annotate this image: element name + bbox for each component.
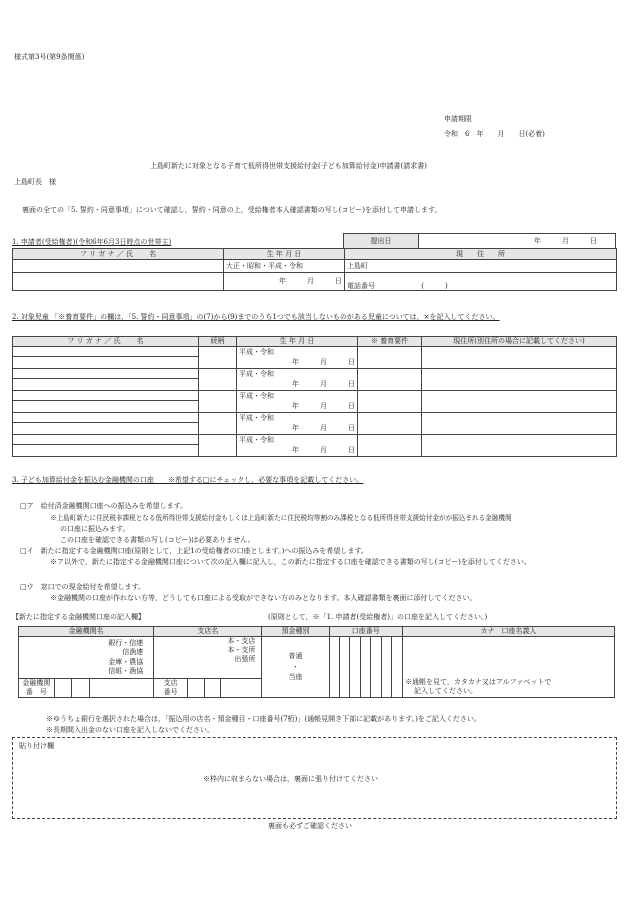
child-row — [13, 413, 617, 423]
option-u-checkbox[interactable]: □ウ 窓口での現金給付を希望します。 — [20, 583, 146, 591]
section1-heading: 1. 申請者(受給権者)(令和6年6月3日時点の世帯主) — [12, 238, 172, 246]
branch-code-digit[interactable] — [221, 679, 262, 698]
holder-note-2: 記入してください。 — [413, 686, 477, 695]
form-number: 様式第3号(第9条関係) — [14, 53, 85, 61]
account-digit[interactable] — [371, 637, 381, 698]
account-digit[interactable] — [329, 637, 339, 698]
section2-heading: 2. 対象児童 「※養育要件」の欄は，「5. 誓約・同意事項」の(7)から(9)までのうち1つでも該当しないものがある児童については，×を記入してください。 — [12, 313, 500, 321]
footer-note: 裏面も必ずご確認ください — [268, 822, 352, 830]
branch-code-digit[interactable] — [204, 679, 221, 698]
account-digit[interactable] — [392, 637, 403, 698]
bank-code-digit[interactable] — [90, 679, 154, 698]
child-relation-field[interactable] — [199, 391, 237, 413]
child-care-field[interactable] — [358, 435, 422, 457]
submit-date-table — [343, 233, 616, 249]
applicant-town[interactable]: 上島町 — [345, 260, 617, 273]
branch-code-label: 支店 番号 — [154, 679, 188, 698]
child-address-field[interactable] — [422, 391, 617, 413]
child-furigana-field[interactable] — [13, 347, 199, 357]
option-i-note: ※ア以外で，新たに指定する金融機関口座について次の記入欄に記入し，この新たに指定する口座を確認できる書類の写し(コピー)を添付してください。 — [50, 558, 531, 566]
deposit-type-header: 預金種別 — [262, 627, 329, 637]
child-name-field[interactable] — [13, 379, 199, 391]
child-furigana-field[interactable] — [13, 413, 199, 423]
submit-date-label: 提出日 — [344, 234, 419, 249]
child-dob-field[interactable]: 年 月 日 — [237, 423, 358, 435]
child-care-field[interactable] — [358, 369, 422, 391]
dormant-account-note: ※長期間入出金のない口座を記入しないでください。 — [46, 726, 214, 734]
submit-date-field[interactable]: 年 月 日 — [419, 234, 616, 249]
child-era[interactable]: 平成・令和 — [237, 369, 358, 379]
option-a-note1b: の口座に振込みます。 — [60, 525, 130, 533]
branch-code-digit[interactable] — [187, 679, 204, 698]
child-furigana-field[interactable] — [13, 391, 199, 401]
account-holder-field[interactable] — [402, 637, 614, 698]
deadline-date: 令和 6 年 月 日(必着) — [444, 130, 545, 138]
child-dob-field[interactable]: 年 月 日 — [237, 379, 358, 391]
children-care-header: ※ 養育要件 — [358, 337, 422, 347]
bank-table — [18, 626, 615, 698]
bank-section-heading: 【新たに指定する金融機関口座の記入欄】 — [12, 613, 145, 621]
branch-type-option[interactable]: 本・支所 — [227, 646, 256, 655]
account-number-header: 口座番号 — [329, 627, 402, 637]
applicant-dob-header: 生 年 月 日 — [224, 249, 345, 260]
child-dob-field[interactable]: 年 月 日 — [237, 401, 358, 413]
deadline-label: 申請期限 — [444, 115, 472, 123]
branch-type-option[interactable]: 本・支店 — [227, 637, 256, 645]
deposit-type-option[interactable]: 普通 — [288, 652, 303, 661]
bank-type-option[interactable]: 信漁連 — [122, 648, 144, 657]
applicant-name-field[interactable] — [13, 273, 224, 291]
applicant-dob-field[interactable]: 年 月 日 — [224, 273, 345, 291]
account-digit[interactable] — [381, 637, 391, 698]
deposit-type-option[interactable]: 当座 — [288, 673, 303, 682]
child-era[interactable]: 平成・令和 — [237, 413, 358, 423]
applicant-era-options[interactable]: 大正・昭和・平成・令和 — [224, 260, 345, 273]
child-care-field[interactable] — [358, 413, 422, 435]
section3-heading: 3. 子ども加算給付金を振込む金融機関の口座 ※希望する□にチェックし，必要な事項を記載してください。 — [12, 476, 364, 484]
yucho-note: ※ゆうちょ銀行を選択された場合は，「振込用の店名・預金種目・口座番号(7桁)」(通帳見開き下部に記載があります。)をご記入ください。 — [46, 715, 481, 723]
option-u-note: ※金融機関の口座が作れない方等，どうしても口座による受取ができない方のみとなります。本人確認書類を裏面に添付してください。 — [50, 594, 477, 602]
applicant-address-header: 現 住 所 — [345, 249, 617, 260]
child-row — [13, 391, 617, 401]
applicant-name-header: フ リ ガ ナ ／ 氏 名 — [13, 249, 224, 260]
child-relation-field[interactable] — [199, 413, 237, 435]
child-care-field[interactable] — [358, 391, 422, 413]
bank-type-option[interactable]: 信組・漁協 — [108, 666, 144, 675]
child-care-field[interactable] — [358, 347, 422, 369]
children-name-header: フ リ ガ ナ ／ 氏 名 — [13, 337, 199, 347]
child-row — [13, 435, 617, 445]
paste-area-label: 貼り付け欄 — [19, 742, 54, 750]
bank-code-label: 金融機関 番 号 — [19, 679, 55, 698]
page-title: 上島町新たに対象となる子育て低所得世帯支援給付金(子ども加算給付金)申請書(請求書) — [150, 162, 427, 170]
option-a-note2: この口座を確認できる書類の写し(コピー)は必要ありません。 — [60, 536, 255, 544]
intro-text: 裏面の全ての「5. 誓約・同意事項」について確認し，誓約・同意の上，受給権者本人確認書類の写し(コピー)を添付して申請します。 — [22, 206, 442, 214]
branch-name-header: 支店名 — [154, 627, 262, 637]
account-digit[interactable] — [360, 637, 370, 698]
child-dob-field[interactable]: 年 月 日 — [237, 445, 358, 457]
phone-field[interactable]: ( ) — [421, 281, 448, 290]
child-relation-field[interactable] — [199, 347, 237, 369]
paste-area-note: ※枠内に収まらない場合は，裏面に張り付けてください — [203, 775, 378, 783]
children-address-header: 現住所(別住所の場合に記載してください) — [422, 337, 617, 347]
option-i-checkbox[interactable]: □イ 新たに指定する金融機関口座(原則として，上記1の受給権者の口座とします。)への振込みを希望します。 — [20, 547, 368, 555]
branch-type-option[interactable]: 出張所 — [234, 655, 256, 664]
child-relation-field[interactable] — [199, 369, 237, 391]
child-dob-field[interactable]: 年 月 日 — [237, 357, 358, 369]
branch-name-field[interactable] — [154, 637, 262, 679]
deposit-type-separator: ・ — [291, 662, 299, 671]
child-era[interactable]: 平成・令和 — [237, 391, 358, 401]
child-name-field[interactable] — [13, 423, 199, 435]
account-holder-header: カナ 口座名義人 — [402, 627, 614, 637]
addressee: 上島町長 様 — [14, 178, 56, 186]
applicant-table — [12, 248, 617, 291]
child-relation-field[interactable] — [199, 435, 237, 457]
paste-area[interactable] — [12, 737, 617, 819]
child-furigana-field[interactable] — [13, 435, 199, 445]
phone-label: 電話番号 — [347, 281, 375, 290]
option-a-note1: ※上島町新たに住民税非課税となる低所得世帯支援給付金もしくは上島町新たに住民税均等割のみ課税となる低所得世帯支援給付金がが振込まれる金融機関 — [50, 514, 512, 522]
account-digit[interactable] — [350, 637, 360, 698]
option-a-checkbox[interactable]: □ア 給付済金融機関口座への振込みを希望します。 — [20, 502, 188, 510]
bank-type-option[interactable]: 金庫・農協 — [108, 657, 144, 666]
child-address-field[interactable] — [422, 435, 617, 457]
children-dob-header: 生 年 月 日 — [237, 337, 358, 347]
child-name-field[interactable] — [13, 445, 199, 457]
child-name-field[interactable] — [13, 357, 199, 369]
bank-name-header: 金融機関名 — [19, 627, 154, 637]
account-digit[interactable] — [340, 637, 350, 698]
applicant-furigana-field[interactable] — [13, 260, 224, 273]
child-row — [13, 369, 617, 379]
child-address-field[interactable] — [422, 369, 617, 391]
child-address-field[interactable] — [422, 347, 617, 369]
child-address-field[interactable] — [422, 413, 617, 435]
children-relation-header: 続柄 — [199, 337, 237, 347]
child-row — [13, 347, 617, 357]
bank-type-option[interactable]: 銀行・信連 — [108, 639, 144, 648]
children-table — [12, 336, 617, 457]
bank-section-note: (原則として，※「1. 申請者(受給権者)」の口座を記入してください。) — [268, 613, 488, 621]
deposit-type-field[interactable] — [262, 637, 329, 698]
bank-name-field[interactable] — [19, 637, 154, 679]
bank-code-digit[interactable] — [72, 679, 90, 698]
child-name-field[interactable] — [13, 401, 199, 413]
child-era[interactable]: 平成・令和 — [237, 347, 358, 357]
holder-note-1: ※通帳を見て，カタカナ又はアルファベットで — [404, 678, 552, 687]
bank-code-digit[interactable] — [54, 679, 72, 698]
child-era[interactable]: 平成・令和 — [237, 435, 358, 445]
child-furigana-field[interactable] — [13, 369, 199, 379]
